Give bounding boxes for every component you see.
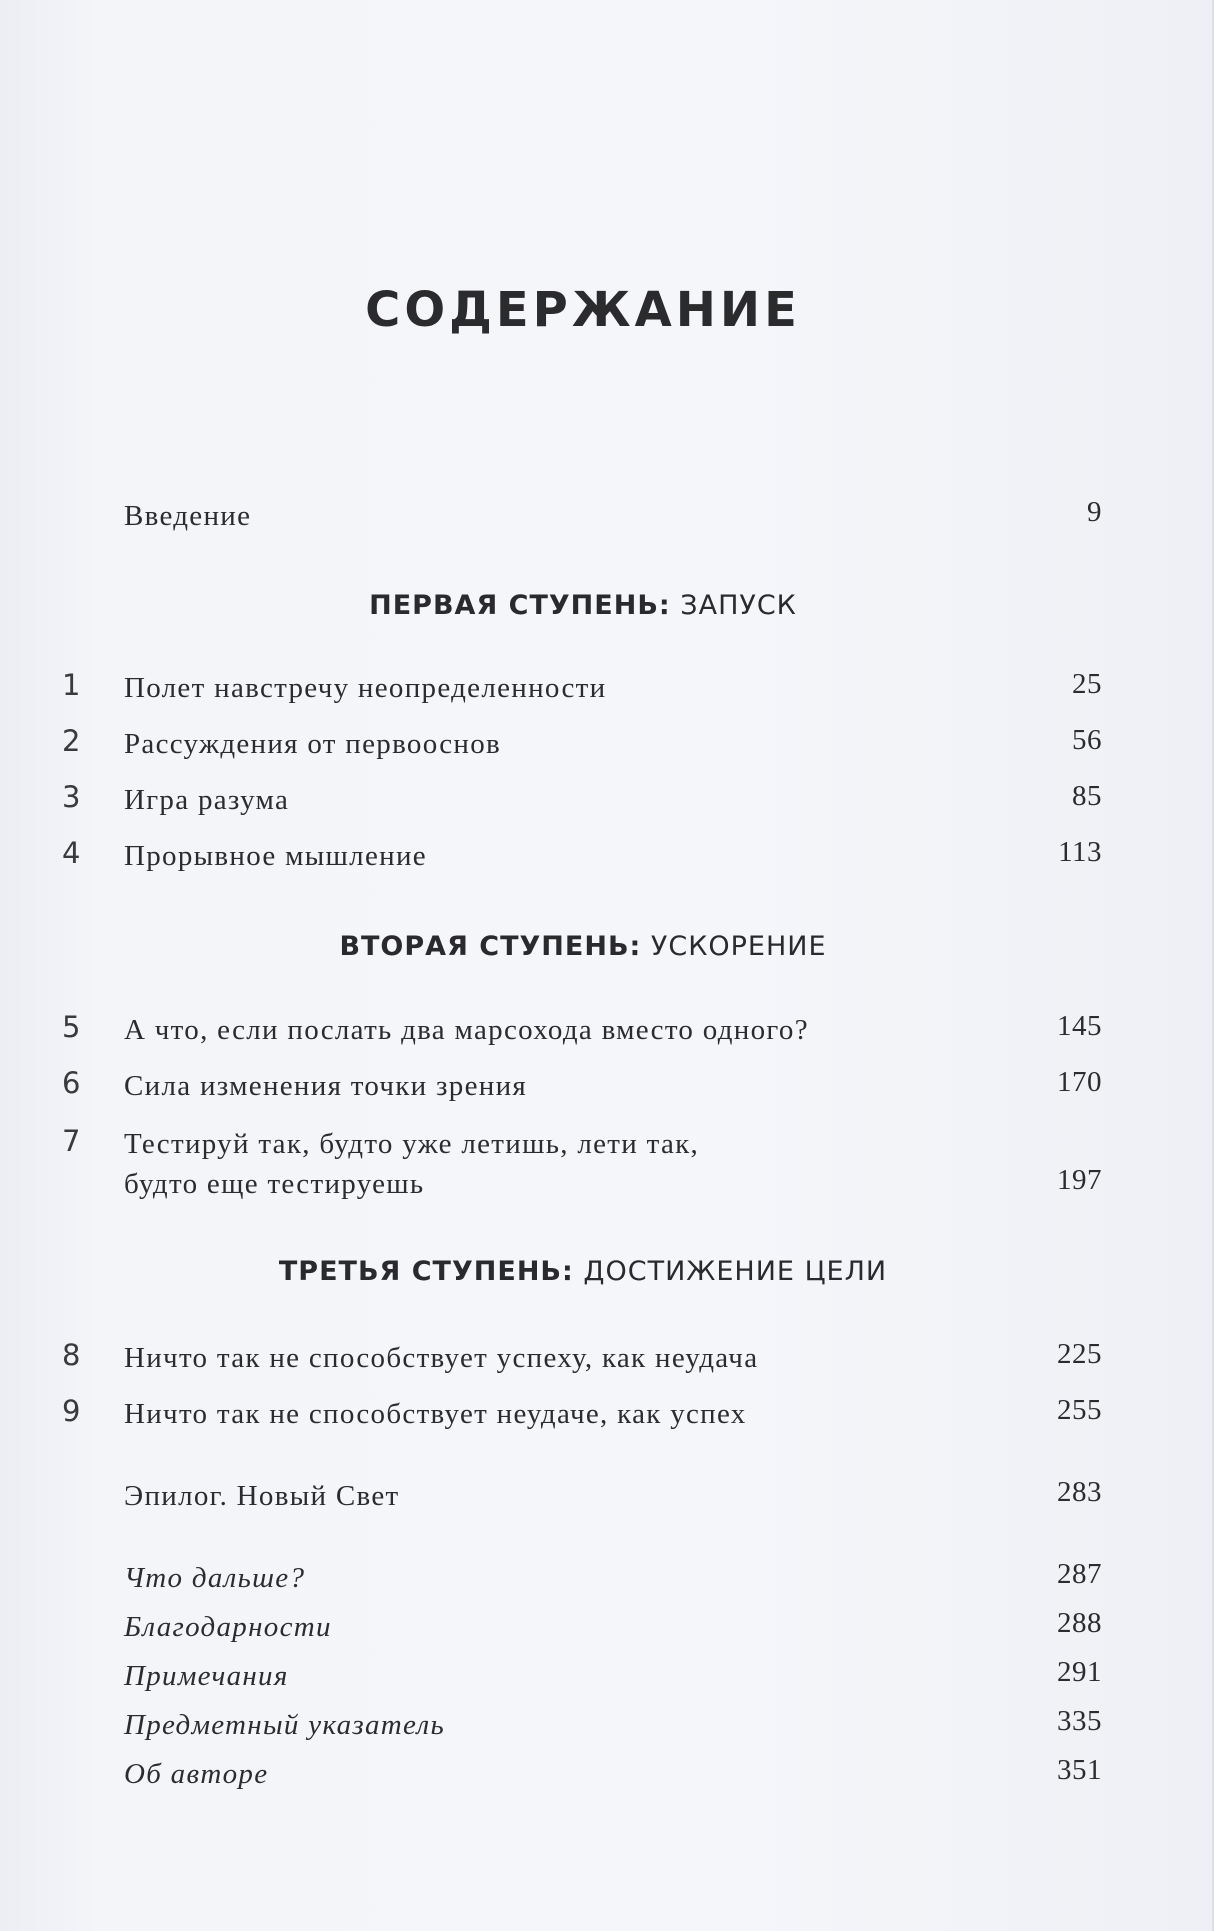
entry-title: Сила изменения точки зрения — [124, 1070, 528, 1102]
entry-page: 351 — [1057, 1754, 1102, 1786]
entry-page: 9 — [1087, 496, 1102, 528]
entry-page: 113 — [1058, 836, 1102, 868]
entry-title: Игра разума — [124, 784, 290, 816]
part-heading-2 — [0, 931, 1166, 962]
part-heading-1 — [0, 590, 1166, 621]
chapter-number: 2 — [62, 724, 81, 758]
chapter-number: 1 — [62, 668, 81, 702]
entry-title: Введение — [124, 500, 252, 532]
entry-page: 170 — [1057, 1066, 1102, 1098]
entry-page: 197 — [1057, 1164, 1102, 1196]
chapter-number: 5 — [62, 1010, 81, 1044]
entry-title: Ничто так не способствует неудаче, как успех — [124, 1398, 747, 1430]
part-heading-3 — [0, 1256, 1166, 1287]
entry-page: 283 — [1057, 1476, 1102, 1508]
entry-page: 288 — [1057, 1607, 1102, 1639]
entry-title-line-2: будто еще тестируешь — [124, 1168, 425, 1200]
page-title: СОДЕРЖАНИЕ — [365, 282, 801, 338]
entry-page: 287 — [1057, 1558, 1102, 1590]
entry-page: 291 — [1057, 1656, 1102, 1688]
entry-title: Полет навстречу неопределенности — [124, 672, 607, 704]
entry-title: Об авторе — [124, 1758, 269, 1790]
chapter-number: 4 — [62, 836, 81, 870]
entry-page: 56 — [1072, 724, 1102, 756]
entry-page: 255 — [1057, 1394, 1102, 1426]
entry-title: А что, если послать два марсохода вместо одного? — [124, 1014, 809, 1046]
entry-page: 335 — [1057, 1705, 1102, 1737]
entry-title: Рассуждения от первооснов — [124, 728, 502, 760]
entry-title: Прорывное мышление — [124, 840, 427, 872]
chapter-number: 9 — [62, 1394, 81, 1428]
part-heading-suffix: ДОСТИЖЕНИЕ ЦЕЛИ — [583, 1256, 888, 1287]
entry-title: Примечания — [124, 1660, 289, 1692]
entry-page: 85 — [1072, 780, 1102, 812]
part-heading-suffix: УСКОРЕНИЕ — [650, 931, 827, 962]
entry-title: Благодарности — [124, 1611, 332, 1643]
entry-title: Предметный указатель — [124, 1709, 445, 1741]
part-heading-suffix: ЗАПУСК — [680, 590, 797, 621]
entry-title: Что дальше? — [124, 1562, 306, 1594]
chapter-number: 3 — [62, 780, 81, 814]
chapter-number: 7 — [62, 1124, 81, 1158]
part-heading-prefix: ВТОРАЯ СТУПЕНЬ: — [339, 931, 642, 962]
entry-page: 145 — [1057, 1010, 1102, 1042]
part-heading-prefix: ПЕРВАЯ СТУПЕНЬ: — [369, 590, 671, 621]
entry-page: 25 — [1072, 668, 1102, 700]
chapter-number: 8 — [62, 1338, 81, 1372]
entry-title: Ничто так не способствует успеху, как неудача — [124, 1342, 759, 1374]
part-heading-prefix: ТРЕТЬЯ СТУПЕНЬ: — [278, 1256, 574, 1287]
entry-page: 225 — [1057, 1338, 1102, 1370]
chapter-number: 6 — [62, 1066, 81, 1100]
entry-title-line-1: Тестируй так, будто уже летишь, лети так, — [124, 1128, 700, 1160]
entry-title: Эпилог. Новый Свет — [124, 1480, 400, 1512]
